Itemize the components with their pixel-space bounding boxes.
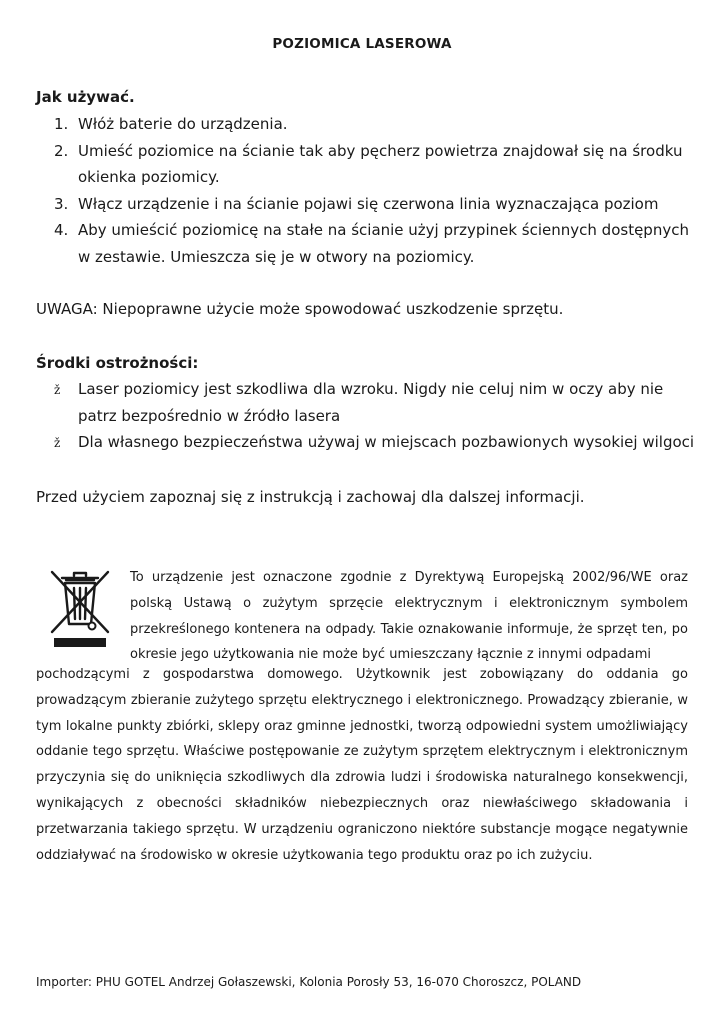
weee-disposal-text-body: pochodzącymi z gospodarstwa domowego. Użytkownik jest zobowiązany do oddania go prowadzącym zbieranie zużytego sprzętu elektrycznego i elektronicznego. Prowadzący zbieranie, w tym lokalne punkty zbiórki, sklepy oraz gminne jednostki, tworzą odpowiedni system umożliwiający oddanie tego sprzętu. Właściwe postępowanie ze zużytym sprzętem elektrycznym i elektronicznym przyczynia się do uniknięcia szkodliwych dla zdrowia ludzi i środowiska naturalnego konsekwencji, wynikających z obecności składników niebezpiecznych oraz niewłaściwego składowania i przetwarzania takiego sprzętu. W urządzeniu ograniczono niektóre substancje mogące negatywnie oddziaływać na środowisko w okresie użytkowania tego produktu oraz po ich zużyciu. (36, 667, 688, 863)
list-item (36, 217, 696, 270)
step-text: Włóż baterie do urządzenia. (78, 115, 288, 133)
list-item (36, 138, 696, 191)
step-number: 2. (54, 141, 69, 160)
step-text: Aby umieścić poziomicę na stałe na ścianie użyj przypinek ściennych dostępnych w zestawie. Umieszcza się je w otwory na poziomicy. (78, 221, 689, 266)
page-title: POZIOMICA LASEROWA (272, 36, 452, 52)
precaution-text: Laser poziomicy jest szkodliwa dla wzroku. Nigdy nie celuj nim w oczy aby nie patrz bezpośrednio w źródło lasera (78, 380, 664, 425)
before-use-note: Przed użyciem zapoznaj się z instrukcją i zachowaj dla dalszej informacji. (36, 488, 585, 506)
list-item (36, 429, 696, 456)
list-item (36, 191, 696, 218)
list-item (36, 111, 696, 138)
precautions-heading: Środki ostrożności: (36, 354, 199, 372)
step-number: 1. (54, 115, 69, 133)
precautions-list (36, 376, 696, 456)
step-number: 3. (54, 194, 69, 213)
usage-heading: Jak używać. (36, 88, 135, 106)
importer-footer: Importer: PHU GOTEL Andrzej Gołaszewski, Kolonia Porosły 53, 16-070 Choroszcz, POLAND (36, 975, 582, 989)
crossed-out-wheeled-bin-icon (44, 566, 116, 650)
step-number: 4. (54, 221, 69, 239)
list-item (36, 376, 696, 429)
weee-disposal-text-intro: To urządzenie jest oznaczone zgodnie z Dyrektywą Europejską 2002/96/WE oraz polską Ustawą o zużytym sprzęcie elektrycznym i elektronicznym symbolem przekreślonego kontenera na odpady. Takie oznakowanie informuje, że sprzęt ten, po okresie jego użytkowania nie może być umieszczany łącznie z innymi odpadami (130, 570, 688, 663)
usage-steps-list (36, 111, 696, 270)
step-text: Włącz urządzenie i na ścianie pojawi się czerwona linia wyznaczająca poziom (78, 194, 659, 213)
precaution-text: Dla własnego bezpieczeństwa używaj w miejscach pozbawionych wysokiej wilgoci (78, 433, 695, 451)
bullet-glyph: ž (54, 436, 61, 450)
step-text: Umieść poziomice na ścianie tak aby pęcherz powietrza znajdował się na środku okienka poziomicy. (78, 141, 683, 186)
warning-note: UWAGA: Niepoprawne użycie może spowodować uszkodzenie sprzętu. (36, 300, 564, 318)
bullet-glyph: ž (54, 383, 61, 397)
